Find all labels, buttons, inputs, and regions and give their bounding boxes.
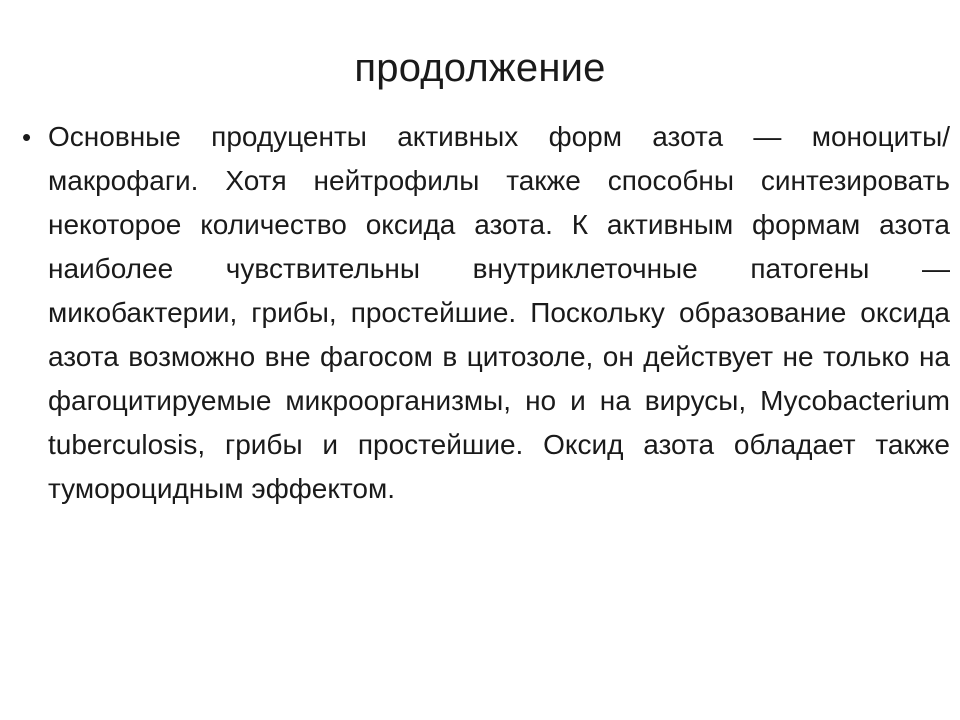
slide-title: продолжение (354, 46, 606, 90)
slide-content (18, 115, 950, 695)
bullet-item (18, 115, 950, 511)
bullet-marker: • (22, 122, 32, 152)
bullet-text: Основные продуценты активных форм азота — моноциты/макрофаги. Хотя нейтрофилы также способны синтезировать некоторое количество оксида азота. К активным формам азота наиболее чувствительны внутриклеточные патогены — микобактерии, грибы, простейшие. Поскольку образование оксида азота возможно вне фагосом в цитозоле, он действует не только на фагоцитируемые микроорганизмы, но и на вирусы, Mycobacterium tuberculosis, грибы и простейшие. Оксид азота обладает также тумороцидным эффектом. (48, 121, 950, 504)
